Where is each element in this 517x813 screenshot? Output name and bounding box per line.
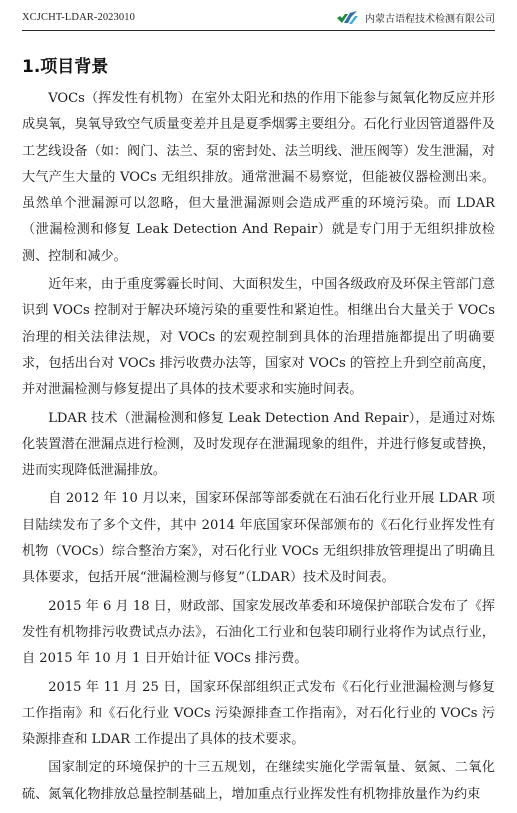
organization-name: 内蒙古语程技术检测有限公司 — [365, 13, 495, 25]
paragraph: 国家制定的环境保护的十三五规划，在继续实施化学需氧量、氨氮、二氧化硫、氮氧化物排放总量控制基础上，增加重点行业挥发性有机物排放量作为约束 — [22, 760, 495, 802]
document-code: XCJCHT-LDAR-2023010 — [22, 11, 135, 23]
paragraph: LDAR 技术（泄漏检测和修复 Leak Detection And Repair），是通过对炼化装置潜在泄漏点进行检测，及时发现存在泄漏现象的组件，并进行修复或替换，进而实现降低泄漏排放。 — [22, 410, 495, 479]
page-header — [22, 4, 495, 31]
paragraph: 2015 年 11 月 25 日，国家环保部组织正式发布《石化行业泄漏检测与修复工作指南》和《石化行业 VOCs 污染源排查工作指南》，对石化行业的 VOCs 污染源排查和 LDAR 工作提出了具体的技术要求。 — [22, 679, 495, 748]
document-body — [22, 86, 495, 810]
paragraph: VOCs（挥发性有机物）在室外太阳光和热的作用下能参与氮氧化物反应并形成臭氧，臭氧导致空气质量变差并且是夏季烟雾主要组分。石化行业因管道器件及工艺线设备（如：阀门、法兰、泵的密封处、法兰明线、泄压阀等）发生泄漏，对大气产生大量的 VOCs 无组织排放。通常泄漏不易察觉，但能被仪器检测出来。虽然单个泄漏源可以忽略，但大量泄漏源则会造成严重的环境污染。而 LDAR（泄漏检测和修复 Leak Detection And Repair）就是专门用于无组织排放检测、控制和减少。 — [22, 91, 495, 264]
company-logo-icon — [335, 8, 359, 26]
paragraph: 近年来，由于重度雾霾长时间、大面积发生，中国各级政府及环保主管部门意识到 VOCs 控制对于解决环境污染的重要性和紧迫性。相继出台大量关于 VOCs 治理的相关法律法规，对 VOCs 的宏观控制到具体的治理措施都提出了明确要求，包括出台对 VOCs 排污收费办法等，国家对 VOCs 的管控上升到空前高度，并对泄漏检测与修复提出了具体的技术要求和实施时间表。 — [22, 277, 495, 398]
section-title: 1.项目背景 — [22, 57, 109, 77]
paragraph: 自 2012 年 10 月以来，国家环保部等部委就在石油石化行业开展 LDAR 项目陆续发布了多个文件，其中 2014 年底国家环保部颁布的《石化行业挥发性有机物（VOCs）综合整治方案》，对石化行业 VOCs 无组织排放管理提出了明确且具体要求，包括开展“泄漏检测与修复”（LDAR）技术及时间表。 — [22, 491, 495, 586]
paragraph: 2015 年 6 月 18 日，财政部、国家发展改革委和环境保护部联合发布了《挥发性有机物排污收费试点办法》，石油化工行业和包装印刷行业将作为试点行业，自 2015 年 10 月 1 日开始计征 VOCs 排污费。 — [22, 598, 495, 667]
organization-block — [335, 8, 495, 26]
